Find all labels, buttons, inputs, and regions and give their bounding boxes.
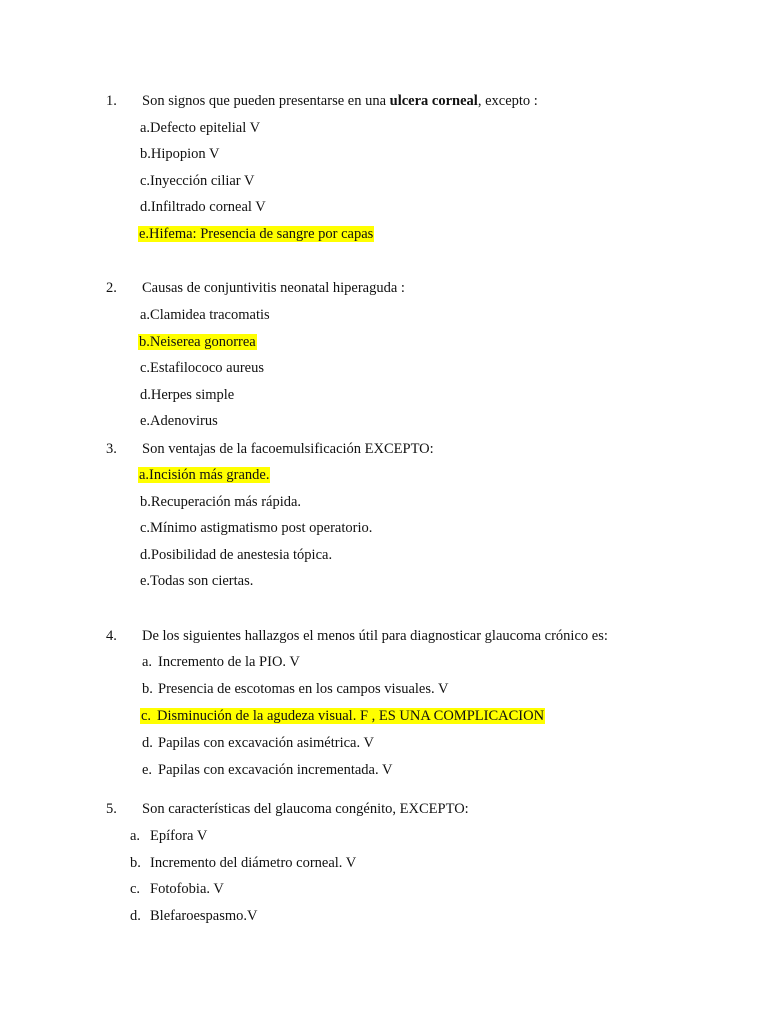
option-1a: a.Defecto epitelial V [140,120,261,136]
question-3 [106,440,434,458]
option-4e: e. Papilas con excavación incrementada. V [142,762,393,778]
question-text: Son características del glaucoma congénito, EXCEPTO: [142,801,469,817]
option-3d: d.Posibilidad de anestesia tópica. [140,547,333,563]
question-number: 4. [106,628,117,644]
answer-highlight: c. Disminución de la agudeza visual. F , ES UNA COMPLICACION [141,708,545,724]
option-1d: d.Infiltrado corneal V [140,199,266,215]
option-5a: a. Epífora V [130,828,208,844]
option-3c: c.Mínimo astigmatismo post operatorio. [140,520,373,536]
option-5c: c. Fotofobia. V [130,881,224,897]
question-text: Causas de conjuntivitis neonatal hiperaguda : [142,280,405,296]
option-1e-highlighted [138,225,374,243]
option-2d: d.Herpes simple [140,387,235,403]
option-4d: d. Papilas con excavación asimétrica. V [142,735,374,751]
question-number: 5. [106,801,117,817]
question-5 [106,800,469,818]
question-text: De los siguientes hallazgos el menos útil para diagnosticar glaucoma crónico es: [142,628,608,644]
option-4a: a. Incremento de la PIO. V [142,654,300,670]
option-4c-highlighted [140,707,545,725]
option-3e: e.Todas son ciertas. [140,573,254,589]
option-4b: b. Presencia de escotomas en los campos visuales. V [142,681,449,697]
question-number: 2. [106,280,117,296]
question-4 [106,627,608,645]
question-number: 1. [106,93,117,109]
answer-highlight: e.Hifema: Presencia de sangre por capas [139,226,374,242]
question-2 [106,279,405,297]
option-2c: c.Estafilococo aureus [140,360,265,376]
option-2b-highlighted [138,333,257,351]
question-1 [106,92,538,110]
question-keyword: ulcera corneal [389,93,478,109]
option-5b: b. Incremento del diámetro corneal. V [130,855,357,871]
answer-highlight: a.Incisión más grande. [139,467,270,483]
option-2e: e.Adenovirus [140,413,218,429]
option-2a: a.Clamidea tracomatis [140,307,270,323]
option-5d: d. Blefaroespasmo.V [130,908,258,924]
option-3b: b.Recuperación más rápida. [140,494,302,510]
question-text: Son signos que pueden presentarse en una ulcera corneal, excepto : [142,93,538,109]
option-1b: b.Hipopion V [140,146,220,162]
option-3a-highlighted [138,466,270,484]
answer-highlight: b.Neiserea gonorrea [139,334,256,350]
option-1c: c.Inyección ciliar V [140,173,255,189]
question-number: 3. [106,441,117,457]
question-text: Son ventajas de la facoemulsificación EXCEPTO: [142,441,434,457]
